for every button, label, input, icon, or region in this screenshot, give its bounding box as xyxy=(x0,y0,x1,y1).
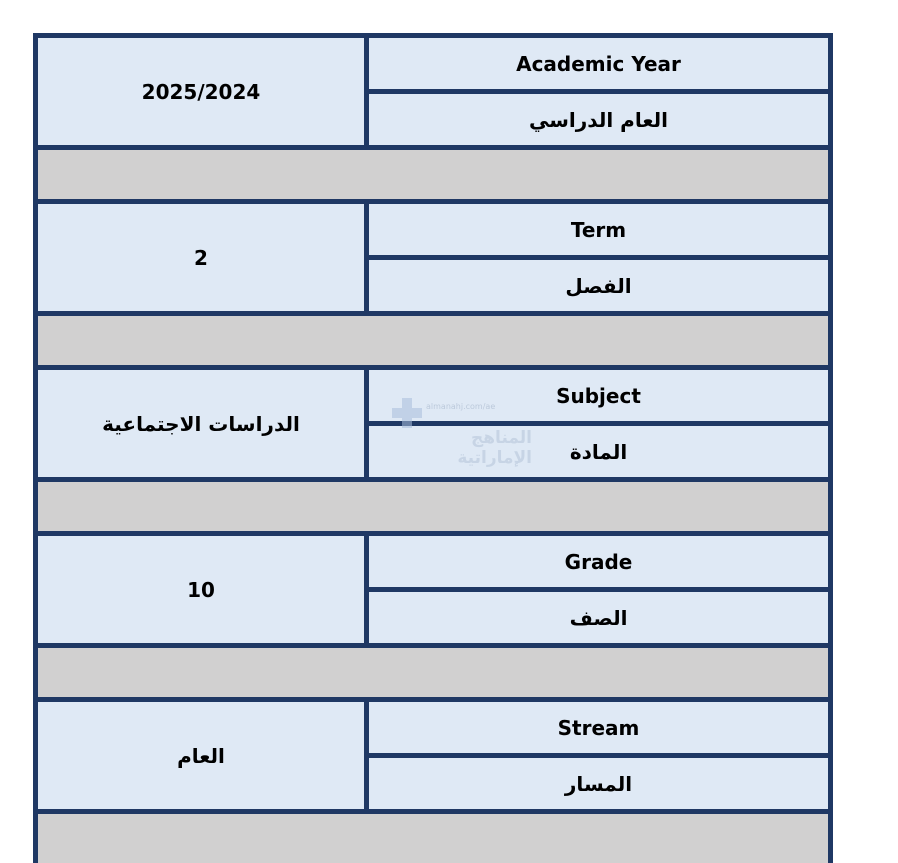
stream-value: العام xyxy=(38,702,364,809)
row-separator xyxy=(38,316,828,365)
academic-year-label-ar: العام الدراسي xyxy=(369,94,828,145)
subject-label-ar: المادة xyxy=(369,426,828,477)
grade-value: 10 xyxy=(38,536,364,643)
stream-label-ar: المسار xyxy=(369,758,828,809)
term-value: 2 xyxy=(38,204,364,311)
grade-label-en: Grade xyxy=(369,536,828,587)
info-table xyxy=(33,33,833,863)
row-separator xyxy=(38,482,828,531)
watermark-text: المناهج الإماراتية xyxy=(457,428,532,468)
row-separator xyxy=(38,814,828,863)
academic-year-value: 2025/2024 xyxy=(38,38,364,145)
term-label-ar: الفصل xyxy=(369,260,828,311)
stream-label-en: Stream xyxy=(369,702,828,753)
term-label-en: Term xyxy=(369,204,828,255)
academic-year-label-en: Academic Year xyxy=(369,38,828,89)
watermark-url: almanahj.com/ae xyxy=(426,402,496,411)
subject-label-en: Subject xyxy=(369,370,828,421)
row-separator xyxy=(38,648,828,697)
grade-label-ar: الصف xyxy=(369,592,828,643)
row-separator xyxy=(38,150,828,199)
subject-value: الدراسات الاجتماعية xyxy=(38,370,364,477)
